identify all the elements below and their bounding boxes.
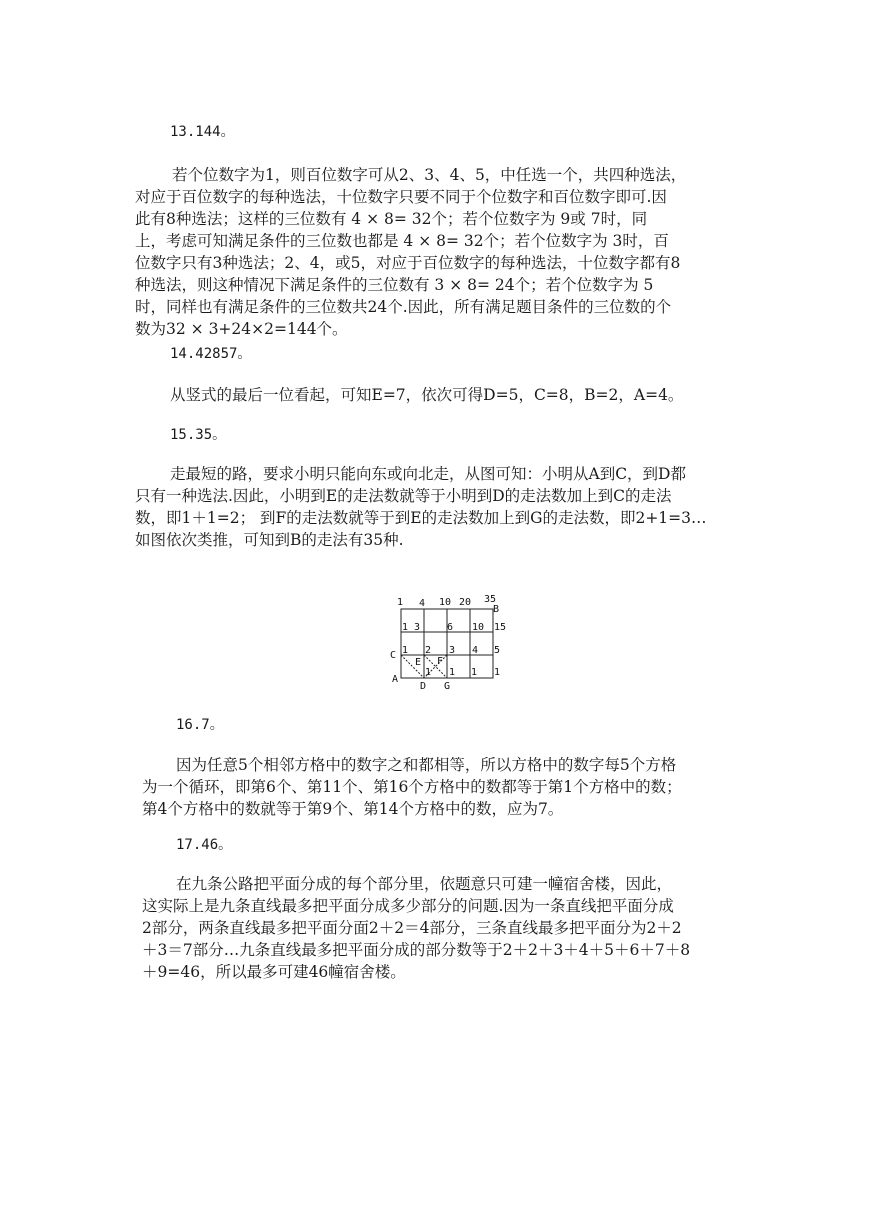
text-line: 在九条公路把平面分成的每个部分里，依题意只可建一幢宿舍楼，因此， (176, 875, 673, 893)
path-grid-diagram (389, 590, 519, 695)
answer-16: 16.7。 (176, 717, 224, 733)
grid-value: 10 (472, 622, 485, 633)
grid-value: 6 (447, 622, 454, 633)
grid-value: 1 (397, 597, 404, 608)
text-line: 因为任意5个相邻方格中的数字之和都相等，所以方格中的数字每5个方格 (176, 756, 677, 774)
point-label-B: B (493, 604, 500, 615)
grid-value: 1 (449, 667, 456, 678)
grid-value: 3 (414, 622, 421, 633)
text-line: 从竖式的最后一位看起，可知E=7，依次可得D=5，C=8，B=2，A=4。 (170, 386, 684, 404)
grid-value: 1 (494, 667, 501, 678)
text-line: 上，考虑可知满足条件的三位数也都是 4 × 8= 32个；若个位数字为 3时，百 (135, 232, 669, 250)
point-label-A: A (392, 674, 399, 685)
text-line: ＋9=46，所以最多可建46幢宿舍楼。 (142, 963, 406, 981)
grid-value: 4 (472, 645, 479, 656)
grid-value: 1 (402, 622, 409, 633)
answer-17: 17.46。 (176, 837, 233, 853)
point-label-G: G (444, 681, 451, 692)
grid-value: 3 (449, 645, 456, 656)
text-line: 对应于百位数字的每种选法，十位数字只要不同于个位数字和百位数字即可.因 (135, 188, 667, 206)
text-line: 位数字只有3种选法；2、4，或5，对应于百位数字的每种选法，十位数字都有8 (135, 254, 681, 272)
text-line: 为一个循环，即第6个、第11个、第16个方格中的数都等于第1个方格中的数； (142, 778, 682, 796)
grid-value: 1 (402, 645, 409, 656)
point-label-C: C (390, 650, 397, 661)
text-line: 只有一种选法.因此，小明到E的走法数就等于小明到D的走法数加上到C的走法 (135, 487, 672, 505)
answer-14: 14.42857。 (170, 346, 252, 362)
text-line: 种选法，则这种情况下满足条件的三位数有 3 × 8= 24个；若个位数字为 5 (135, 276, 654, 294)
grid-value: 2 (425, 645, 432, 656)
point-label-D: D (420, 681, 427, 692)
point-label-F: F (437, 656, 444, 667)
text-line: ＋3＝7部分…九条直线最多把平面分成的部分数等于2＋2＋3＋4＋5＋6＋7＋8 (142, 941, 691, 959)
grid-value: 20 (459, 597, 472, 608)
text-line: 如图依次类推，可知到B的走法有35种. (135, 531, 404, 549)
grid-value: 1 (425, 667, 432, 678)
grid-value: 5 (494, 645, 501, 656)
text-line: 时，同样也有满足条件的三位数共24个.因此，所有满足题目条件的三位数的个 (135, 298, 672, 316)
text-line: 数，即1＋1=2； 到F的走法数就等于到E的走法数加上到G的走法数，即2+1=3… (135, 509, 707, 527)
text-line: 这实际上是九条直线最多把平面分成多少部分的问题.因为一条直线把平面分成 (142, 897, 674, 915)
text-line: 第4个方格中的数就等于第9个、第14个方格中的数，应为7。 (142, 800, 564, 818)
grid-value: 15 (494, 622, 507, 633)
text-line: 走最短的路，要求小明只能向东或向北走，从图可知：小明从A到C，到D都 (170, 465, 686, 483)
text-line: 若个位数字为1，则百位数字可从2、3、4、5，中任选一个，共四种选法， (172, 166, 687, 184)
point-label-E: E (415, 657, 422, 668)
grid-value: 1 (471, 667, 478, 678)
answer-15: 15.35。 (170, 427, 227, 443)
answer-13: 13.144。 (170, 124, 235, 140)
text-line: 数为32 × 3+24×2=144个。 (135, 320, 348, 338)
text-line: 此有8种选法；这样的三位数有 4 × 8= 32个；若个位数字为 9或 7时，同 (135, 210, 648, 228)
grid-value: 35 (484, 594, 497, 605)
text-line: 2部分，两条直线最多把平面分面2＋2＝4部分，三条直线最多把平面分为2＋2 (142, 919, 682, 937)
grid-value: 10 (439, 597, 452, 608)
grid-value: 4 (419, 598, 426, 609)
